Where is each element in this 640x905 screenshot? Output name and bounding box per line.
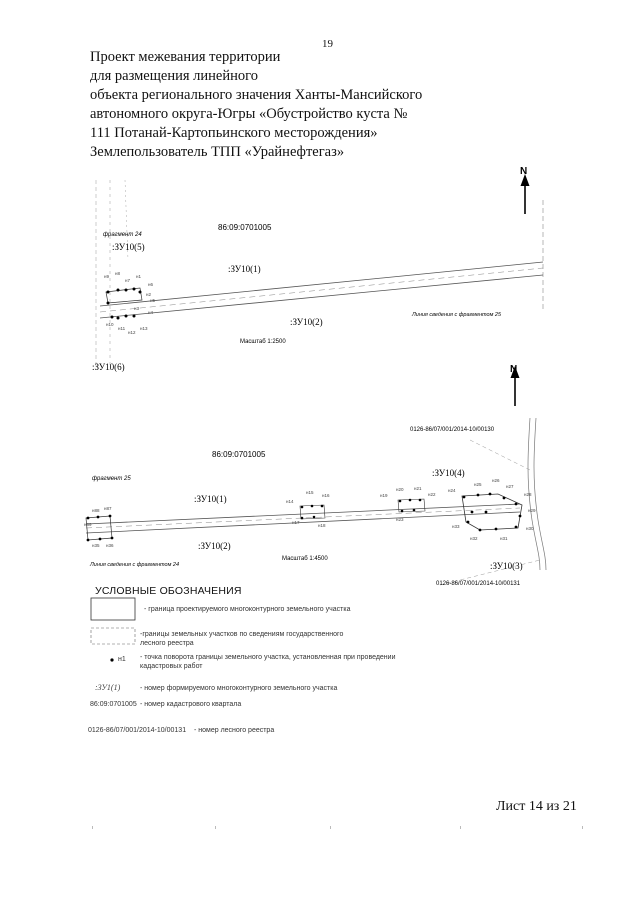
svg-text:н87: н87: [104, 506, 112, 511]
parcel-label: :ЗУ10(2): [198, 541, 231, 551]
header-line: для размещения линейного: [90, 68, 258, 84]
svg-text:н25: н25: [474, 482, 482, 487]
svg-text:н28: н28: [524, 492, 532, 497]
svg-text:н31: н31: [500, 536, 508, 541]
legend-title: УСЛОВНЫЕ ОБОЗНАЧЕНИЯ: [95, 585, 242, 597]
svg-text:н35: н35: [92, 543, 100, 548]
legend-text: - номер кадастрового квартала: [140, 701, 242, 708]
svg-text:н29: н29: [528, 508, 536, 513]
svg-text:н11: н11: [118, 326, 126, 331]
svg-text:н15: н15: [306, 490, 314, 495]
legend-symbol-label: н1: [118, 656, 126, 663]
svg-text:н6: н6: [148, 282, 153, 287]
svg-text:н5: н5: [150, 298, 155, 303]
parcel-label: :ЗУ10(1): [228, 264, 261, 274]
svg-text:н17: н17: [292, 520, 300, 525]
svg-text:н2: н2: [146, 292, 151, 297]
svg-text:н14: н14: [286, 499, 294, 504]
header-line: автономного округа-Югры «Обустройство куста №: [90, 106, 408, 122]
svg-text:н18: н18: [318, 523, 326, 528]
header-line: Землепользователь ТПП «Урайнефтегаз»: [90, 144, 345, 160]
quarter-number: 86:09:0701005: [218, 223, 272, 232]
parcel-label: :ЗУ10(1): [194, 494, 227, 504]
parcel-label: :ЗУ10(4): [432, 468, 465, 478]
svg-text:н19: н19: [380, 493, 388, 498]
parcel-label: :ЗУ10(6): [92, 362, 125, 372]
margin-tick: [582, 826, 583, 829]
forest-registry-number: 0126-86/07/001/2014-10/00130: [410, 427, 495, 433]
svg-text:н21: н21: [414, 486, 422, 491]
map-scale: Масштаб 1:4500: [282, 556, 328, 562]
svg-text:н24: н24: [448, 488, 456, 493]
legend-symbol-label: 86:09:0701005: [90, 701, 137, 708]
svg-text:н27: н27: [506, 484, 514, 489]
svg-text:н20: н20: [396, 487, 404, 492]
svg-text:н1: н1: [136, 274, 141, 279]
svg-text:н23: н23: [396, 517, 404, 522]
svg-text:н4: н4: [148, 310, 153, 315]
svg-text:н3: н3: [134, 306, 139, 311]
svg-text:н22: н22: [428, 492, 436, 497]
svg-text:н26: н26: [492, 478, 500, 483]
parcel-label: :ЗУ10(3): [490, 561, 523, 571]
svg-text:н16: н16: [322, 493, 330, 498]
join-line-label: Линия сведения с фрагментом 25: [412, 312, 502, 318]
svg-text:н9: н9: [104, 274, 109, 279]
svg-text:н10: н10: [106, 322, 114, 327]
parcel-label: :ЗУ10(5): [112, 242, 145, 252]
svg-text:н89: н89: [84, 522, 92, 527]
legend-symbol-label: 0126-86/07/001/2014-10/00131: [88, 727, 187, 734]
forest-registry-number: 0126-86/07/001/2014-10/00131: [436, 581, 521, 587]
quarter-number: 86:09:0701005: [212, 450, 266, 459]
legend-text: - точка поворота границы земельного участка, установленная при проведении кадастровых работ: [140, 654, 396, 670]
map-scale: Масштаб 1:2500: [240, 339, 286, 345]
north-label: N: [510, 364, 518, 375]
svg-text:н12: н12: [128, 330, 136, 335]
svg-text:н8: н8: [115, 271, 120, 276]
legend-symbol-forest: [91, 628, 135, 644]
svg-text:н32: н32: [470, 536, 478, 541]
legend-symbol-point: [110, 658, 113, 661]
margin-tick: [330, 826, 331, 829]
svg-text:н36: н36: [106, 543, 114, 548]
legend-symbol-parcel: [91, 598, 135, 620]
header-line: Проект межевания территории: [90, 49, 281, 65]
join-line-label: Линия сведения с фрагментом 24: [90, 562, 180, 568]
svg-text:н33: н33: [452, 524, 460, 529]
north-label: N: [520, 166, 528, 177]
parcel-label: :ЗУ10(2): [290, 317, 323, 327]
margin-tick: [460, 826, 461, 829]
legend-text: - граница проектируемого многоконтурного земельного участка: [144, 606, 351, 613]
page-number: 19: [322, 38, 333, 50]
fragment-label: фрагмент 24: [103, 232, 142, 238]
header-line: 111 Потанай-Картопьинского месторождения»: [90, 125, 378, 141]
sheet-number: Лист 14 из 21: [496, 799, 577, 814]
fragment-label: фрагмент 25: [92, 476, 131, 482]
margin-tick: [215, 826, 216, 829]
svg-text:н7: н7: [125, 278, 130, 283]
legend-text: - номер лесного реестра: [194, 727, 275, 734]
svg-text:н30: н30: [526, 526, 534, 531]
header-line: объекта регионального значения Ханты-Мансийского: [90, 87, 423, 103]
svg-text:н13: н13: [140, 326, 148, 331]
svg-text:н88: н88: [92, 508, 100, 513]
legend-symbol-label: :ЗУ1(1): [95, 683, 121, 692]
margin-tick: [92, 826, 93, 829]
legend-text: - номер формируемого многоконтурного земельного участка: [140, 685, 338, 692]
legend-text: -границы земельных участков по сведениям государственного лесного реестра: [140, 631, 344, 647]
